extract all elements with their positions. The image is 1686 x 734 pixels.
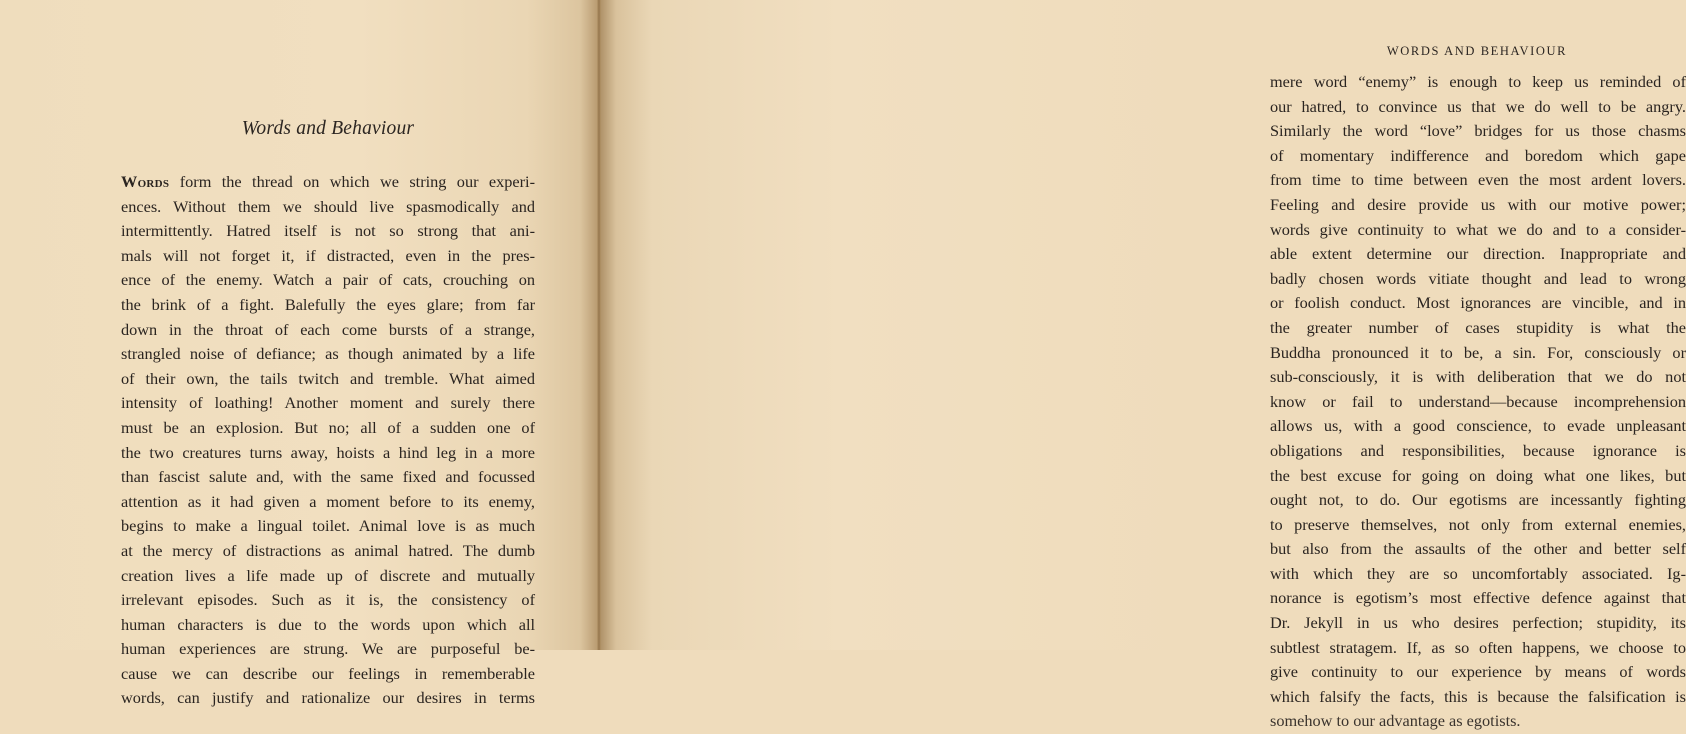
text-line: with which they are so uncomfortably associated. Ig- [1270, 563, 1686, 583]
text-line: Similarly the word “love” bridges for us those chasms [1270, 121, 1686, 141]
text-line: down in the throat of each come bursts of a strange, [121, 319, 535, 339]
text-line: the two creatures turns away, hoists a hind leg in a more [121, 442, 535, 462]
text-line: to preserve themselves, not only from external enemies, [1270, 514, 1686, 534]
text-line: words give continuity to what we do and to a consider- [1270, 219, 1686, 239]
text-line: intensity of loathing! Another moment and surely there [121, 393, 535, 413]
right-page-body [1270, 70, 1686, 734]
text-line: ence of the enemy. Watch a pair of cats, crouching on [121, 270, 535, 290]
text-line: allows us, with a good conscience, to evade unpleasant [1270, 416, 1686, 436]
text-line: mals will not forget it, if distracted, even in the pres- [121, 245, 535, 265]
text-line: attention as it had given a moment before to its enemy, [121, 491, 535, 511]
text-line: the greater number of cases stupidity is what the [1270, 317, 1686, 337]
text-line: which falsify the facts, this is because the falsification is [1270, 686, 1686, 706]
text-line: Buddha pronounced it to be, a sin. For, consciously or [1270, 342, 1686, 362]
running-head: WORDS AND BEHAVIOUR [1386, 44, 1568, 58]
text-line: our hatred, to convince us that we do well to be angry. [1270, 96, 1686, 116]
text-line: Words form the thread on which we string our experi- [121, 172, 535, 191]
text-line: mere word “enemy” is enough to keep us reminded of [1270, 72, 1686, 91]
text-line: but also from the assaults of the other and better self [1270, 539, 1686, 559]
text-line: human experiences are strung. We are purposeful be- [121, 639, 535, 659]
text-line: must be an explosion. But no; all of a sudden one of [121, 417, 535, 437]
text-line: able extent determine our direction. Inappropriate and [1270, 244, 1686, 264]
text-line: sub-consciously, it is with deliberation that we do not [1270, 367, 1686, 387]
text-line: than fascist salute and, with the same fixed and focussed [121, 467, 535, 487]
text-line: creation lives a life made up of discrete and mutually [121, 565, 535, 585]
text-line: Dr. Jekyll in us who desires perfection; stupidity, its [1270, 613, 1686, 633]
text-line: irrelevant episodes. Such as it is, the consistency of [121, 590, 535, 610]
text-line: ought not, to do. Our egotisms are incessantly fighting [1270, 490, 1686, 510]
text-line: badly chosen words vitiate thought and lead to wrong [1270, 268, 1686, 288]
text-line: of their own, the tails twitch and tremble. What aimed [121, 368, 535, 388]
text-line: from time to time between even the most ardent lovers. [1270, 170, 1686, 190]
text-line: of momentary indifference and boredom which gape [1270, 145, 1686, 165]
text-line: the brink of a fight. Balefully the eyes glare; from far [121, 294, 535, 314]
book-gutter [597, 0, 601, 650]
left-page [0, 0, 598, 708]
text-line-clipped: somehow to our advantage as egotists. [1270, 711, 1521, 731]
text-line: the best excuse for going on doing what one likes, but [1270, 465, 1686, 485]
text-line: or foolish conduct. Most ignorances are vincible, and in [1270, 293, 1686, 313]
text-line: intermittently. Hatred itself is not so strong that ani- [121, 221, 535, 241]
text-line: cause we can describe our feelings in rememberable [121, 663, 535, 683]
chapter-title: Words and Behaviour [241, 118, 415, 139]
right-page [598, 0, 1686, 731]
opening-word: Words [121, 172, 170, 191]
text-line: Feeling and desire provide us with our motive power; [1270, 194, 1686, 214]
text-line: at the mercy of distractions as animal hatred. The dumb [121, 540, 535, 560]
left-page-body [121, 170, 535, 711]
text-line: ences. Without them we should live spasmodically and [121, 196, 535, 216]
text-line: obligations and responsibilities, because ignorance is [1270, 440, 1686, 460]
text-line: strangled noise of defiance; as though animated by a life [121, 344, 535, 364]
text-line: norance is egotism’s most effective defence against that [1270, 588, 1686, 608]
text-line: give continuity to our experience by means of words [1270, 662, 1686, 682]
text-line: know or fail to understand—because incomprehension [1270, 391, 1686, 411]
text-line: words, can justify and rationalize our desires in terms [121, 688, 535, 708]
text-line: begins to make a lingual toilet. Animal love is as much [121, 516, 535, 536]
text-line: human characters is due to the words upon which all [121, 614, 535, 634]
text-line: subtlest stratagem. If, as so often happens, we choose to [1270, 637, 1686, 657]
